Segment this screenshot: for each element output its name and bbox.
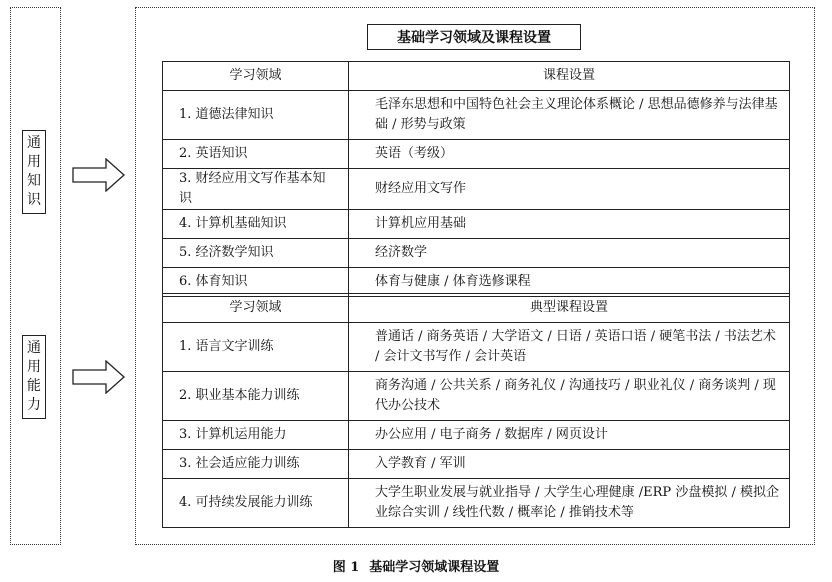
area-cell: 4. 可持续发展能力训练 <box>163 479 349 528</box>
category-char: 知 <box>27 173 41 189</box>
courses-cell: 大学生职业发展与就业指导 / 大学生心理健康 /ERP 沙盘模拟 / 模拟企业综合实训 / 线性代数 / 概率论 / 推销技术等 <box>349 479 790 528</box>
courses-cell: 普通话 / 商务英语 / 大学语文 / 日语 / 英语口语 / 硬笔书法 / 书法艺术 / 会计文书写作 / 会计英语 <box>349 323 790 372</box>
diagram-title: 基础学习领域及课程设置 <box>367 24 581 50</box>
area-cell: 3. 社会适应能力训练 <box>163 450 349 479</box>
courses-cell: 办公应用 / 电子商务 / 数据库 / 网页设计 <box>349 421 790 450</box>
right-arrow-icon <box>72 360 126 394</box>
courses-cell: 入学教育 / 军训 <box>349 450 790 479</box>
courses-cell: 毛泽东思想和中国特色社会主义理论体系概论 / 思想品德修养与法律基础 / 形势与政策 <box>349 91 790 140</box>
caption-number: 图 1 <box>332 560 360 575</box>
table-header-row <box>163 62 790 91</box>
category-char: 用 <box>27 154 41 170</box>
table-header-row <box>163 294 790 323</box>
table-row <box>163 450 790 479</box>
table-row <box>163 91 790 140</box>
courses-cell: 经济数学 <box>349 239 790 268</box>
area-cell: 3. 财经应用文写作基本知识 <box>163 169 349 210</box>
table-row <box>163 421 790 450</box>
ability-table <box>162 293 790 528</box>
courses-cell: 体育与健康 / 体育选修课程 <box>349 268 790 297</box>
courses-cell: 英语（考级） <box>349 140 790 169</box>
area-cell: 1. 道德法律知识 <box>163 91 349 140</box>
header-courses: 典型课程设置 <box>349 294 790 323</box>
area-cell: 2. 英语知识 <box>163 140 349 169</box>
left-dotted-frame <box>10 7 61 545</box>
table-row <box>163 479 790 528</box>
category-char: 用 <box>27 359 41 375</box>
category-char: 力 <box>27 397 41 413</box>
caption-text: 基础学习领域课程设置 <box>369 560 500 575</box>
category-char: 能 <box>27 378 41 394</box>
figure-caption <box>0 556 832 575</box>
category-general-knowledge <box>22 130 46 214</box>
header-area: 学习领域 <box>163 294 349 323</box>
area-cell: 1. 语言文字训练 <box>163 323 349 372</box>
knowledge-table <box>162 61 790 297</box>
table-row <box>163 372 790 421</box>
category-char: 通 <box>27 340 41 356</box>
table-row <box>163 140 790 169</box>
category-char: 通 <box>27 135 41 151</box>
area-cell: 2. 职业基本能力训练 <box>163 372 349 421</box>
header-courses: 课程设置 <box>349 62 790 91</box>
header-area: 学习领域 <box>163 62 349 91</box>
courses-cell: 财经应用文写作 <box>349 169 790 210</box>
area-cell: 4. 计算机基础知识 <box>163 210 349 239</box>
right-arrow-icon <box>72 158 126 192</box>
courses-cell: 商务沟通 / 公共关系 / 商务礼仪 / 沟通技巧 / 职业礼仪 / 商务谈判 / 现代办公技术 <box>349 372 790 421</box>
table-row <box>163 210 790 239</box>
courses-cell: 计算机应用基础 <box>349 210 790 239</box>
category-char: 识 <box>27 192 41 208</box>
category-general-ability <box>22 335 46 419</box>
area-cell: 6. 体育知识 <box>163 268 349 297</box>
table-row <box>163 323 790 372</box>
area-cell: 3. 计算机运用能力 <box>163 421 349 450</box>
table-row <box>163 169 790 210</box>
table-row <box>163 239 790 268</box>
area-cell: 5. 经济数学知识 <box>163 239 349 268</box>
